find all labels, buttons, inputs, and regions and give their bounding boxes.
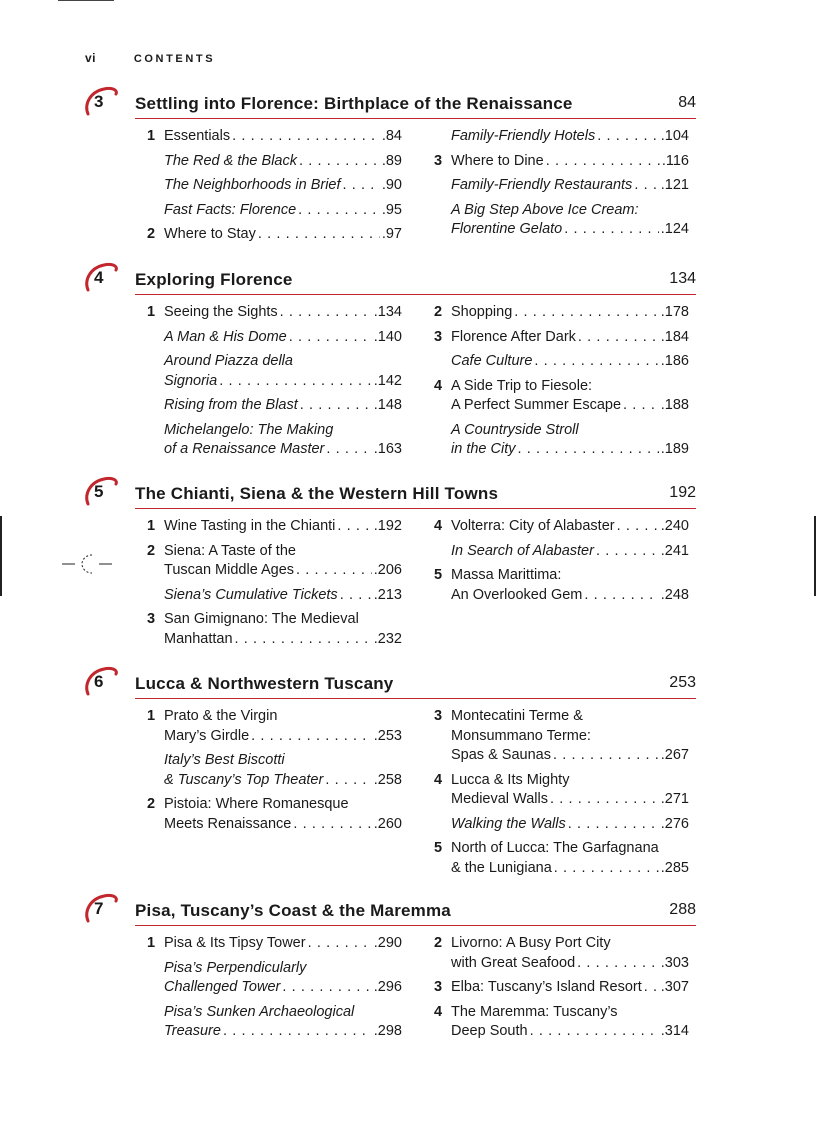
entry-text: & the Lunigiana (451, 859, 552, 876)
entry-number: 3 (434, 708, 443, 724)
entry-text: Italy’s Best Biscotti (164, 752, 285, 768)
entry-text: Elba: Tuscany’s Island Resort (451, 979, 642, 995)
entry-line (164, 561, 402, 581)
entry-line (164, 630, 402, 650)
entry-number: 5 (434, 567, 443, 583)
toc-subentry[interactable] (434, 201, 689, 240)
dot-leader (235, 630, 372, 650)
entry-line (164, 176, 402, 196)
chapter-title[interactable]: The Chianti, Siena & the Western Hill Towns (135, 484, 499, 503)
toc-subentry[interactable] (147, 959, 402, 998)
entry-page: .303 (660, 954, 689, 971)
entry-page: .192 (373, 518, 402, 534)
entry-page: .213 (373, 586, 402, 603)
entry-page: .148 (373, 397, 402, 413)
column-left (147, 707, 402, 839)
chapter-number: 3 (94, 92, 104, 111)
entry-text: San Gimignano: The Medieval (164, 611, 359, 627)
entry-page: .97 (381, 226, 402, 242)
running-head-title: CONTENTS (133, 53, 216, 65)
toc-entry[interactable] (434, 566, 689, 605)
column-right (434, 127, 689, 245)
toc-entry[interactable] (147, 542, 402, 581)
toc-subentry[interactable] (434, 542, 689, 562)
dot-leader (644, 978, 659, 998)
entry-page: .253 (373, 727, 402, 744)
toc-subentry[interactable] (434, 815, 689, 835)
entry-text: Pisa’s Perpendicularly (164, 959, 307, 976)
dot-leader (337, 517, 371, 537)
dot-leader (343, 176, 380, 196)
entry-page: .307 (660, 979, 689, 995)
dot-leader (530, 1022, 659, 1042)
dot-leader (534, 352, 658, 372)
column-left (147, 303, 402, 465)
entry-text: Pisa & Its Tipsy Tower (164, 935, 306, 951)
entry-page: .298 (373, 1023, 402, 1039)
toc-entry[interactable] (147, 303, 402, 323)
entry-number: 1 (147, 128, 156, 144)
entry-page: .285 (660, 859, 689, 876)
entry-text: Meets Renaissance (164, 815, 292, 832)
chapter-3 (82, 92, 696, 242)
entry-text: Seeing the Sights (164, 304, 278, 320)
toc-subentry[interactable] (147, 751, 402, 790)
entry-line (451, 746, 689, 766)
entry-text: Florence After Dark (451, 328, 576, 345)
entry-page: .248 (660, 586, 689, 603)
toc-entry[interactable] (434, 707, 689, 766)
entry-text: Wine Tasting in the Chianti (164, 518, 336, 534)
dot-leader (223, 1022, 372, 1042)
toc-entry[interactable] (147, 795, 402, 834)
entry-line (451, 790, 689, 810)
entry-page: .140 (373, 328, 402, 345)
entry-line (451, 152, 689, 172)
toc-subentry[interactable] (147, 352, 402, 391)
entry-text: Where to Stay (164, 226, 256, 242)
entry-text: North of Lucca: The Garfagnana (451, 840, 659, 856)
dot-leader (623, 396, 659, 416)
entry-line (451, 978, 689, 998)
entry-text: Prato & the Virgin (164, 708, 278, 724)
chapter-number-badge (82, 474, 122, 510)
entry-number: 2 (147, 796, 156, 812)
entry-line (451, 127, 689, 147)
entry-line (451, 328, 689, 348)
chapter-title[interactable]: Pisa, Tuscany’s Coast & the Maremma (135, 901, 451, 920)
entry-text: Cafe Culture (451, 353, 533, 369)
entry-text: & Tuscany’s Top Theater (164, 771, 324, 788)
toc-subentry[interactable] (147, 421, 402, 460)
entry-text: Spas & Saunas (451, 747, 551, 763)
entry-text: A Big Step Above Ice Cream: (451, 201, 639, 218)
entry-line (164, 934, 402, 954)
dot-leader (251, 727, 372, 747)
entry-text: Shopping (451, 304, 513, 320)
dot-leader (617, 517, 659, 537)
chapter-page: 84 (678, 94, 696, 111)
entry-text: Monsummano Terme: (451, 727, 591, 744)
entry-page: .314 (660, 1023, 689, 1039)
entry-text: Manhattan (164, 630, 233, 647)
entry-number: 2 (147, 542, 156, 559)
toc-subentry[interactable] (434, 421, 689, 460)
column-right (434, 707, 689, 883)
entry-page: .178 (660, 304, 689, 320)
entry-line (451, 859, 689, 879)
entry-line (164, 201, 402, 221)
dot-leader (514, 303, 658, 323)
chapter-page: 134 (669, 270, 696, 287)
entry-page: .232 (373, 630, 402, 647)
folio: vi (85, 51, 97, 65)
entry-line (164, 517, 402, 537)
entry-text: Siena’s Cumulative Tickets (164, 586, 338, 603)
chapter-4 (82, 268, 696, 457)
entry-number: 2 (147, 226, 156, 242)
entry-text: A Side Trip to Fiesole: (451, 377, 593, 394)
chapter-heading (94, 92, 696, 119)
entry-text: A Man & His Dome (164, 328, 287, 345)
column-right (434, 934, 689, 1047)
entry-page: .95 (381, 201, 402, 218)
entry-text: Rising from the Blast (164, 397, 298, 413)
entry-line (451, 303, 689, 323)
entry-text: Medieval Walls (451, 791, 548, 807)
entry-number: 4 (434, 1003, 443, 1020)
entry-number: 2 (434, 935, 443, 951)
entry-line (164, 1022, 402, 1042)
dot-leader (308, 934, 372, 954)
entry-line (164, 152, 402, 172)
entry-line (451, 586, 689, 606)
entry-page: .189 (660, 441, 689, 457)
entry-line (164, 225, 402, 245)
chapter-number-badge (82, 891, 122, 927)
toc-entry[interactable] (147, 127, 402, 147)
dot-leader (298, 201, 380, 221)
entry-page: .290 (373, 935, 402, 951)
entry-line (164, 127, 402, 147)
dot-leader (326, 440, 371, 460)
dot-leader (550, 790, 659, 810)
entry-text: Deep South (451, 1023, 528, 1039)
toc-entry[interactable] (434, 152, 689, 172)
dot-leader (296, 561, 372, 581)
chapter-number-badge (82, 260, 122, 296)
chapter-number-badge (82, 664, 122, 700)
chapter-heading (94, 672, 696, 699)
toc-subentry[interactable] (147, 1003, 402, 1042)
entry-line (164, 440, 402, 460)
entry-page: .258 (373, 771, 402, 788)
entry-text: An Overlooked Gem (451, 586, 583, 603)
entry-text: Lucca & Its Mighty (451, 771, 570, 788)
toc-entry[interactable] (434, 978, 689, 998)
toc-subentry[interactable] (147, 396, 402, 416)
entry-text: Challenged Tower (164, 979, 281, 995)
chapter-title[interactable]: Lucca & Northwestern Tuscany (135, 674, 394, 693)
entry-page: .241 (660, 542, 689, 559)
registration-mark-icon (62, 548, 112, 580)
entry-text: A Perfect Summer Escape (451, 397, 622, 413)
entry-page: .271 (660, 791, 689, 807)
toc-entry[interactable] (434, 771, 689, 810)
entry-number: 1 (147, 935, 156, 951)
dot-leader (578, 328, 659, 348)
entry-line (451, 815, 689, 835)
dot-leader (219, 372, 372, 392)
entry-page: .142 (373, 372, 402, 389)
entry-line (451, 954, 689, 974)
dot-leader (584, 586, 658, 606)
entry-line (164, 372, 402, 392)
chapter-7 (82, 899, 696, 1039)
entry-number: 4 (434, 377, 443, 394)
entry-line (451, 352, 689, 372)
chapter-heading (94, 899, 696, 926)
entry-number: 3 (434, 152, 443, 169)
entry-number: 3 (434, 328, 443, 345)
entry-text: The Maremma: Tuscany’s (451, 1003, 618, 1020)
entry-line (164, 328, 402, 348)
entry-text: Siena: A Taste of the (164, 542, 296, 559)
entry-text: Signoria (164, 372, 218, 389)
entry-text: Florentine Gelato (451, 221, 563, 237)
toc-entry[interactable] (434, 839, 689, 878)
chapter-number: 5 (94, 482, 104, 501)
entry-text: of a Renaissance Master (164, 441, 325, 457)
entry-text: The Neighborhoods in Brief (164, 177, 341, 193)
entry-number: 4 (434, 771, 443, 788)
entry-page: .121 (660, 177, 689, 193)
entry-page: .240 (660, 518, 689, 534)
column-left (147, 934, 402, 1047)
column-right (434, 517, 689, 610)
dot-leader (546, 152, 660, 172)
toc-subentry[interactable] (147, 586, 402, 606)
entry-line (451, 440, 689, 460)
entry-line (451, 517, 689, 537)
toc-subentry[interactable] (434, 352, 689, 372)
toc-entry[interactable] (434, 328, 689, 348)
toc-entry[interactable] (147, 934, 402, 954)
entry-page: .84 (381, 128, 402, 144)
entry-text: A Countryside Stroll (451, 421, 579, 438)
entry-page: .124 (660, 221, 689, 237)
dot-leader (280, 303, 372, 323)
entry-line (164, 978, 402, 998)
chapter-title[interactable]: Exploring Florence (135, 270, 293, 289)
entry-text: with Great Seafood (451, 954, 576, 971)
toc-entry[interactable] (147, 707, 402, 746)
column-right (434, 303, 689, 465)
dot-leader (258, 225, 380, 245)
chapter-number: 7 (94, 899, 104, 918)
entry-text: Around Piazza della (164, 353, 293, 369)
entry-number: 3 (147, 611, 156, 627)
entry-line (164, 396, 402, 416)
toc-subentry[interactable] (147, 152, 402, 172)
chapter-5 (82, 482, 696, 647)
entry-line (451, 396, 689, 416)
chapter-number: 4 (94, 268, 104, 287)
toc-entry[interactable] (434, 303, 689, 323)
entry-line (164, 586, 402, 606)
dot-leader (282, 978, 371, 998)
toc-entry[interactable] (147, 517, 402, 537)
dot-leader (517, 440, 658, 460)
dot-leader (299, 152, 380, 172)
entry-number: 1 (147, 304, 156, 320)
toc-entry[interactable] (147, 610, 402, 649)
entry-line (451, 1022, 689, 1042)
entry-page: .184 (660, 328, 689, 345)
entry-text: in the City (451, 441, 516, 457)
dot-leader (289, 328, 372, 348)
dot-leader (325, 771, 371, 791)
entry-page: .296 (373, 979, 402, 995)
toc-subentry[interactable] (147, 328, 402, 348)
top-rule (58, 0, 114, 1)
chapter-page: 288 (669, 901, 696, 918)
entry-text: Michelangelo: The Making (164, 421, 334, 438)
entry-text: Treasure (164, 1023, 221, 1039)
entry-number: 4 (434, 518, 443, 534)
entry-page: .260 (373, 815, 402, 832)
entry-line (164, 771, 402, 791)
entry-page: .163 (373, 441, 402, 457)
toc-entry[interactable] (434, 934, 689, 973)
dot-leader (597, 127, 659, 147)
entry-text: Volterra: City of Alabaster (451, 518, 615, 534)
toc-subentry[interactable] (147, 201, 402, 221)
entry-line (164, 727, 402, 747)
dot-leader (340, 586, 372, 606)
toc-subentry[interactable] (147, 176, 402, 196)
entry-text: Tuscan Middle Ages (164, 562, 295, 578)
dot-leader (293, 815, 371, 835)
dot-leader (564, 220, 659, 240)
entry-page: .104 (660, 128, 689, 144)
chapter-heading (94, 482, 696, 509)
entry-page: .134 (373, 304, 402, 320)
entry-page: .206 (373, 562, 402, 578)
chapter-page: 253 (669, 674, 696, 691)
chapter-number: 6 (94, 672, 104, 691)
entry-page: .188 (660, 397, 689, 413)
toc-entry[interactable] (434, 1003, 689, 1042)
entry-number: 3 (434, 979, 443, 995)
entry-number: 1 (147, 708, 156, 724)
running-head (85, 51, 215, 65)
dot-leader (232, 127, 380, 147)
entry-number: 1 (147, 518, 156, 534)
entry-line (164, 303, 402, 323)
entry-line (451, 220, 689, 240)
dot-leader (634, 176, 658, 196)
entry-text: Family-Friendly Hotels (451, 128, 596, 144)
entry-page: .276 (660, 815, 689, 832)
entry-text: Livorno: A Busy Port City (451, 935, 611, 951)
entry-line (451, 542, 689, 562)
dot-leader (300, 396, 372, 416)
chapter-number-badge (82, 84, 122, 120)
dot-leader (554, 859, 659, 879)
column-left (147, 517, 402, 654)
entry-line (451, 176, 689, 196)
entry-text: Mary’s Girdle (164, 727, 250, 744)
chapter-page: 192 (669, 484, 696, 501)
entry-text: Pisa’s Sunken Archaeological (164, 1003, 355, 1020)
toc-subentry[interactable] (434, 176, 689, 196)
dot-leader (568, 815, 659, 835)
entry-text: Essentials (164, 128, 231, 144)
dot-leader (577, 954, 659, 974)
toc-entry[interactable] (434, 377, 689, 416)
entry-text: Where to Dine (451, 152, 544, 169)
dot-leader (596, 542, 659, 562)
chapter-heading (94, 268, 696, 295)
dot-leader (553, 746, 659, 766)
entry-text: Family-Friendly Restaurants (451, 177, 633, 193)
entry-text: Montecatini Terme & (451, 708, 583, 724)
entry-text: Massa Marittima: (451, 567, 562, 583)
chapter-title[interactable]: Settling into Florence: Birthplace of the Renaissance (135, 94, 573, 113)
entry-page: .90 (381, 177, 402, 193)
toc-subentry[interactable] (434, 127, 689, 147)
entry-text: Fast Facts: Florence (164, 201, 297, 218)
entry-page: .186 (660, 353, 689, 369)
entry-number: 2 (434, 304, 443, 320)
toc-entry[interactable] (147, 225, 402, 245)
entry-number: 5 (434, 840, 443, 856)
entry-page: .267 (660, 747, 689, 763)
entry-text: Walking the Walls (451, 815, 566, 832)
entry-page: .89 (381, 152, 402, 169)
crop-mark-left (0, 516, 2, 596)
entry-text: In Search of Alabaster (451, 542, 594, 559)
entry-line (164, 815, 402, 835)
entry-text: The Red & the Black (164, 152, 297, 169)
entry-page: .116 (661, 152, 689, 169)
toc-entry[interactable] (434, 517, 689, 537)
column-left (147, 127, 402, 250)
chapter-6 (82, 672, 696, 876)
entry-text: Pistoia: Where Romanesque (164, 796, 349, 812)
